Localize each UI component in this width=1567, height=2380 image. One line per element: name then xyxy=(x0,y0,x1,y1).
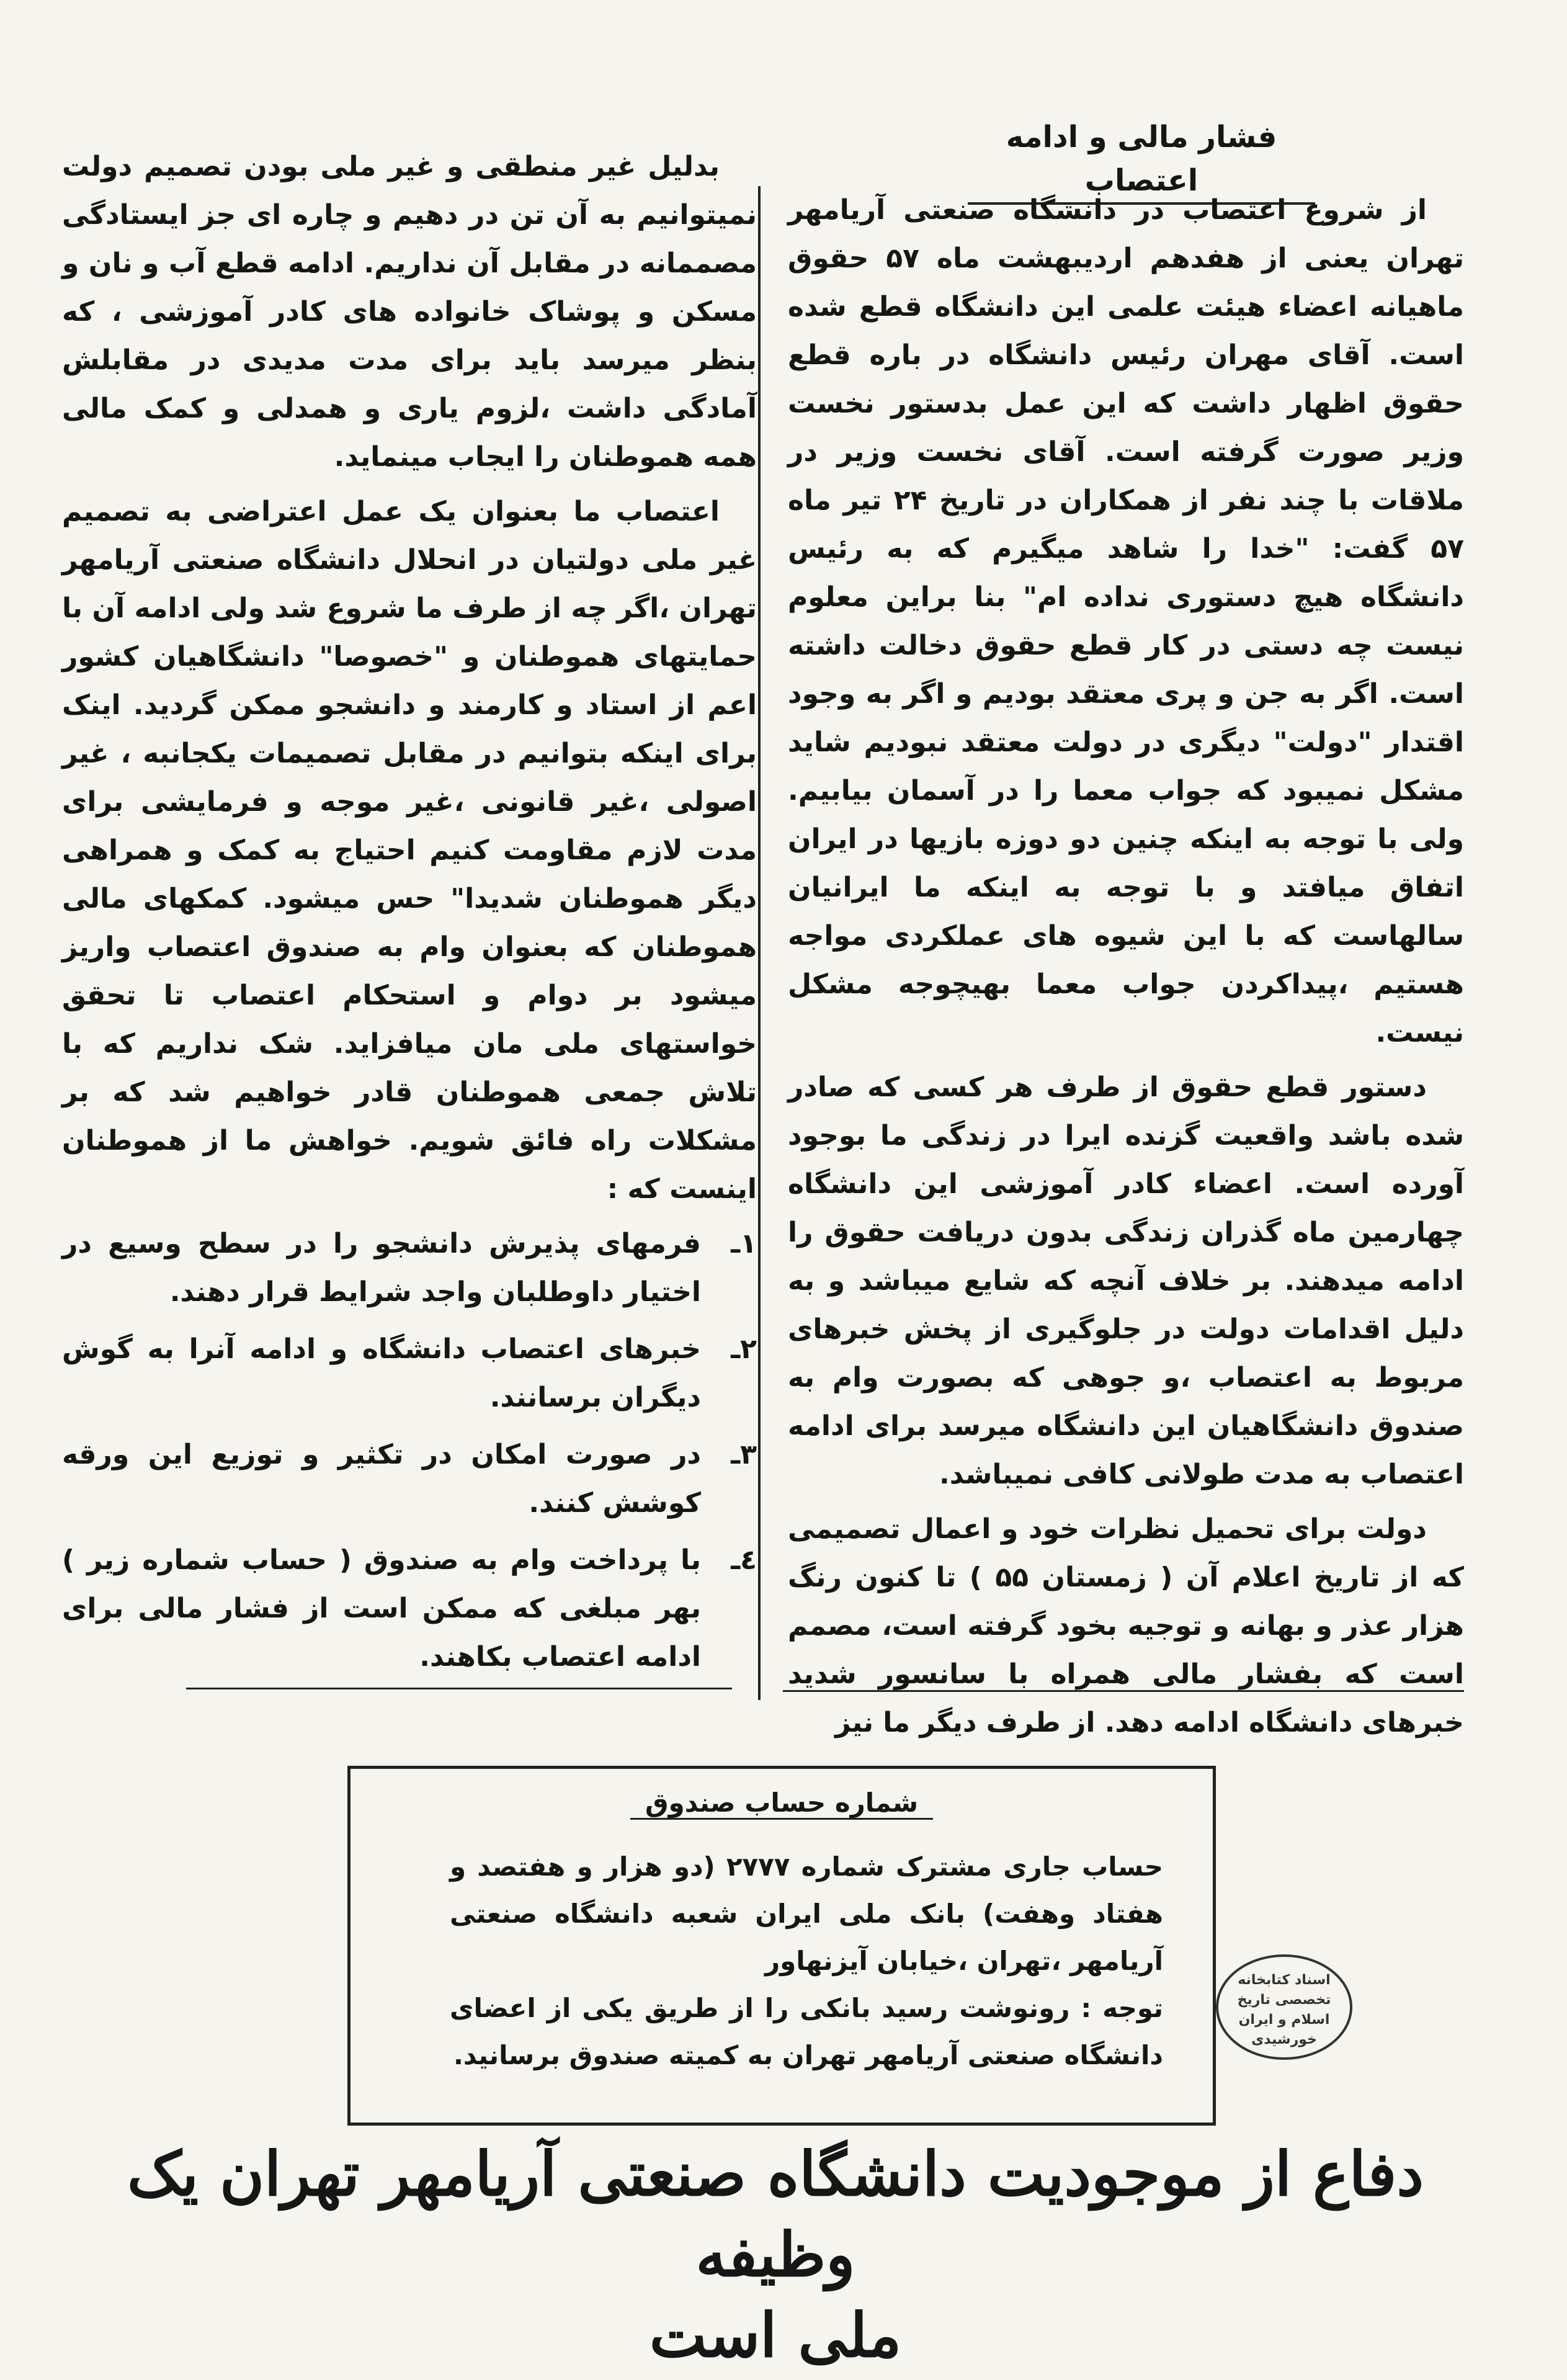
account-box-title: شماره حساب صندوق xyxy=(350,1787,1213,1818)
request-item xyxy=(62,1325,757,1422)
article-paragraph: دستور قطع حقوق از طرف هر کسی که صادر شده باشد واقعیت گزنده ایرا در زندگی ما بوجود آورده است. اعضاء کادر آموزشی این دانشگاه چهارمین ماه گذران زندگی بدون دریافت حقوق را ادامه میدهند. بر خلاف آنچه که شایع میباشد و به دلیل اقدامات دولت در جلوگیری از پخش خبرهای مربوط به اعتصاب ،و جوهی که بصورت وام به صندوق دانشگاهیان این دانشگاه میرسد برای ادامه اعتصاب به مدت طولانی کافی نمیباشد. xyxy=(788,1071,1464,1490)
library-stamp: اسناد کتابخانه تخصصی تاریخ اسلام و ایران خورشیدی xyxy=(1216,1954,1352,2060)
account-box-body xyxy=(450,1843,1163,2079)
column-divider xyxy=(758,186,761,1700)
slogan-line: دفاع از موجودیت دانشگاه صنعتی آریامهر تهران یک وظیفه xyxy=(127,2139,1424,2291)
request-item xyxy=(62,1536,757,1681)
slogan-line: ملی است xyxy=(649,2300,902,2371)
requests-list xyxy=(62,1220,757,1681)
article-right-column xyxy=(788,186,1464,1753)
request-text: فرمهای پذیرش دانشجو را در سطح وسیع در اختیار داوطلبان واجد شرایط قرار دهند. xyxy=(62,1228,701,1308)
footer-slogan xyxy=(50,2134,1501,2376)
account-note: توجه : رونوشت رسید بانکی را از طریق یکی از اعضای دانشگاه صنعتی آریامهر تهران به کمیته صندوق برسانید. xyxy=(450,1993,1163,2070)
request-number: ٤ـ xyxy=(731,1544,757,1576)
article-title: فشار مالی و ادامه اعتصاب xyxy=(968,115,1315,205)
article-paragraph: بدلیل غیر منطقی و غیر ملی بودن تصمیم دولت نمیتوانیم به آن تن در دهیم و چاره ای جز ایستادگی مصممانه در مقابل آن نداریم. ادامه قطع آب و نان و مسکن و پوشاک خانواده های کادر آموزشی ، که بنظر میرسد باید برای مدت مدیدی در مقابلش آمادگی داشت ،لزوم یاری و همدلی و کمک مالی همه هموطنان را ایجاب مینماید. xyxy=(62,151,757,473)
request-item xyxy=(62,1220,757,1317)
request-text: خبرهای اعتصاب دانشگاه و ادامه آنرا به گوش دیگران برسانند. xyxy=(62,1333,701,1413)
account-details: حساب جاری مشترک شماره ۲۷۷۷ (دو هزار و هفتصد و هفتاد وهفت) بانک ملی ایران شعبه دانشگاه صنعتی آریامهر ،تهران ،خیابان آیزنهاور xyxy=(450,1851,1163,1976)
article-paragraph: اعتصاب ما بعنوان یک عمل اعتراضی به تصمیم غیر ملی دولتیان در انحلال دانشگاه صنعتی آریامهر تهران ،اگر چه از طرف ما شروع شد ولی ادامه آن با حمایتهای هموطنان و "خصوصا" دانشگاهیان کشور اعم از استاد و کارمند و دانشجو ممکن گردید. اینک برای اینکه بتوانیم در مقابل تصمیمات یکجانبه ، غیر اصولی ،غیر قانونی ،غیر موجه و فرمایشی برای مدت لازم مقاومت کنیم احتیاج به کمک و همراهی دیگر هموطنان شدیدا" حس میشود. کمکهای مالی هموطنان که بعنوان وام به صندوق اعتصاب واریز میشود بر دوام و استحکام اعتصاب تا تحقق خواستهای ملی مان میافزاید. شک نداریم که با تلاش جمعی هموطنان قادر خواهیم شد که بر مشکلات راه فائق شویم. خواهش ما از هموطنان اینست که : xyxy=(62,496,757,1205)
request-number: ۱ـ xyxy=(731,1228,757,1259)
request-item xyxy=(62,1431,757,1528)
request-text: با پرداخت وام به صندوق ( حساب شماره زیر ) بهر مبلغی که ممکن است از فشار مالی برای ادامه اعتصاب بکاهند. xyxy=(62,1544,701,1673)
column-bottom-rule xyxy=(783,1690,1464,1692)
article-paragraph: دولت برای تحمیل نظرات خود و اعمال تصمیمی که از تاریخ اعلام آن ( زمستان ۵۵ ) تا کنون رنگ هزار عذر و بهانه و توجیه بخود گرفته است، مصمم است که بفشار مالی همراه با سانسور شدید خبرهای دانشگاه ادامه دهد. از طرف دیگر ما نیز xyxy=(788,1513,1464,1738)
request-number: ۳ـ xyxy=(731,1439,757,1470)
article-paragraph: از شروع اعتصاب در دانشگاه صنعتی آریامهر تهران یعنی از هفدهم اردیبهشت ماه ۵۷ حقوق ماهیانه اعضاء هیئت علمی این دانشگاه قطع شده است. آقای مهران رئیس دانشگاه در باره قطع حقوق اظهار داشت که این عمل بدستور نخست وزیر صورت گرفته است. آقای نخست وزیر در ملاقات با چند نفر از همکاران در تاریخ ۲۴ تیر ماه ۵۷ گفت: "خدا را شاهد میگیرم که به رئیس دانشگاه هیچ دستوری نداده ام" بنا براین معلوم نیست چه دستی در کار قطع حقوق دخالت داشته است. اگر به جن و پری معتقد بودیم و اگر به وجود اقتدار "دولت" دیگری در دولت معتقد نبودیم شاید مشکل نمیبود که جواب معما را در آسمان بیابیم. ولی با توجه به اینکه چنین دو دوزه بازیها در ایران اتفاق میافتد و با توجه به اینکه ما ایرانیان سالهاست که با این شیوه های عملکردی مواجه هستیم ،پیداکردن جواب معما بهیچوجه مشکل نیست. xyxy=(788,194,1464,1049)
article-left-column xyxy=(62,143,757,1690)
request-text: در صورت امکان در تکثیر و توزیع این ورقه کوشش کنند. xyxy=(62,1439,701,1519)
account-info-box xyxy=(347,1766,1216,2126)
request-number: ۲ـ xyxy=(731,1333,757,1365)
